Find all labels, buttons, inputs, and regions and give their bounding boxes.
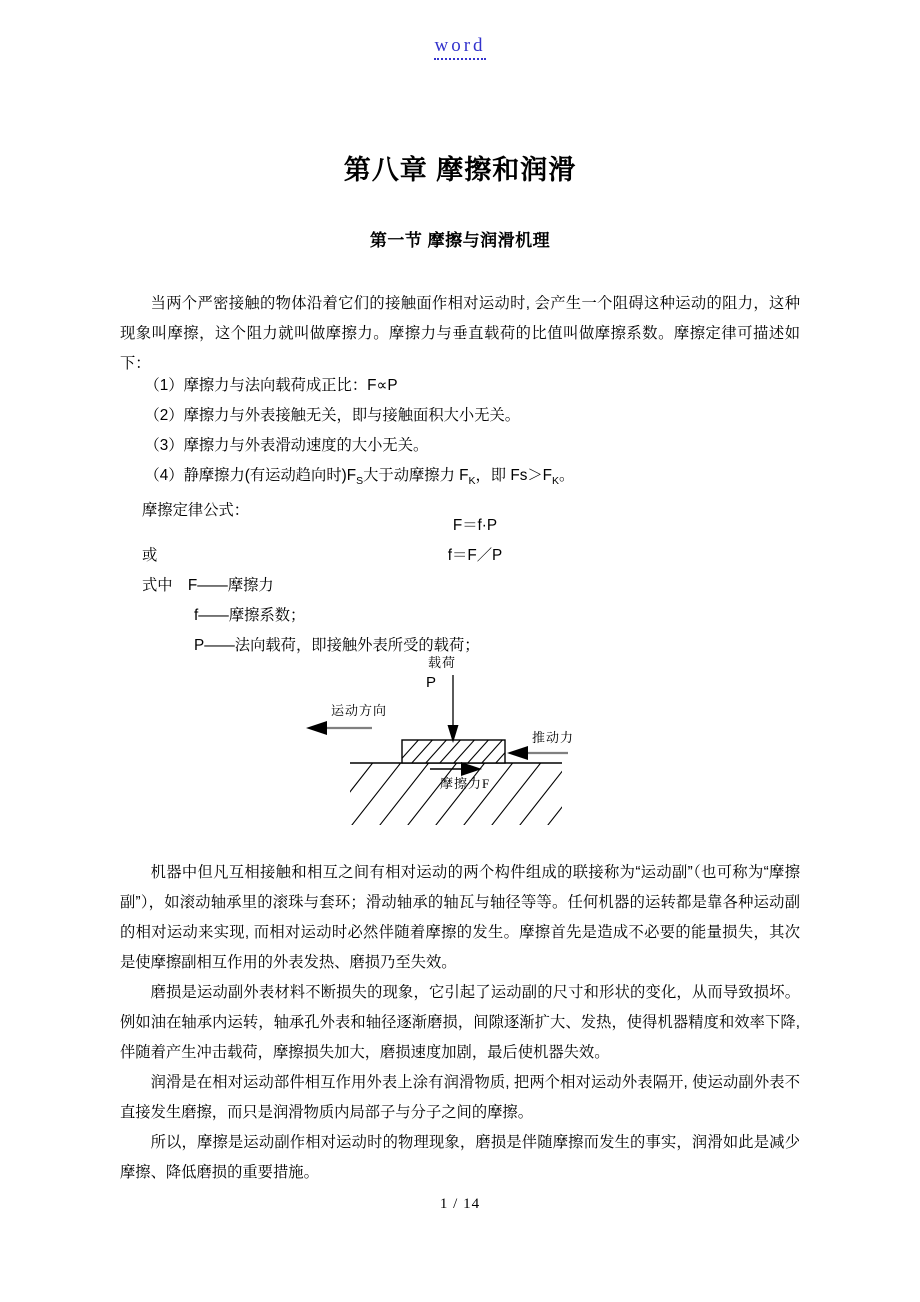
formula-heading: 摩擦定律公式： bbox=[142, 502, 250, 520]
section-title: 第一节 摩擦与润滑机理 bbox=[369, 231, 551, 250]
motion-direction-arrow bbox=[306, 721, 372, 735]
formula-row-2 bbox=[120, 541, 800, 571]
intro-paragraph: 当两个严密接触的物体沿着它们的接触面作相对运动时, 会产生一个阻碍这种运动的阻力，这种现象叫摩擦，这个阻力就叫做摩擦力。摩擦力与垂直载荷的比值叫做摩擦系数。摩擦定律可描述如下： bbox=[120, 295, 800, 372]
chapter-title: 第八章 摩擦和润滑 bbox=[343, 155, 577, 185]
figure-label-motion-direction: 运动方向 bbox=[331, 703, 388, 718]
paragraph-lubrication: 润滑是在相对运动部件相互作用外表上涂有润滑物质, 把两个相对运动外表隔开, 使运动副外表不直接发生磨擦，而只是润滑物质内局部子与分子之间的摩擦。 bbox=[120, 1074, 800, 1121]
friction-diagram bbox=[300, 655, 630, 830]
law-item-4-prefix: （4）静摩擦力(有运动趋向时)F bbox=[144, 467, 357, 484]
page-footer: 1 / 14 bbox=[439, 1196, 481, 1212]
where-line-f: f——摩擦系数； bbox=[194, 607, 306, 624]
sliding-block bbox=[402, 740, 505, 763]
paragraph-kinematic-pair: 机器中但凡互相接触和相互之间有相对运动的两个构件组成的联接称为“运动副”（也可称为“摩擦副”），如滚动轴承里的滚珠与套环；滑动轴承的轴瓦与轴径等等。任何机器的运转都是靠各种运动副的相对运动来实现, 而相对运动时必然伴随着摩擦的发生。摩擦首先是造成不必要的能量损失，其次是使摩擦副相互作用的外表发热、磨损乃至失效。 bbox=[120, 864, 800, 971]
formula-2-lead: 或 bbox=[142, 547, 158, 564]
law-item-4 bbox=[120, 461, 800, 496]
formula-1-expression: F＝f·P bbox=[452, 517, 498, 534]
paragraph-conclusion: 所以，摩擦是运动副作相对运动时的物理现象，磨损是伴随摩擦而发生的事实，润滑如此是减少摩擦、降低磨损的重要措施。 bbox=[120, 1134, 800, 1181]
figure-label-load-symbol: P bbox=[426, 674, 437, 691]
law-item-4-subscript-k1: K bbox=[468, 475, 476, 488]
law-item-4-subscript-k2: K bbox=[551, 475, 559, 488]
friction-laws-list bbox=[120, 371, 800, 526]
load-arrow bbox=[448, 675, 459, 743]
header-watermark-text: word bbox=[434, 36, 485, 60]
where-line-P: P——法向载荷，即接触外表所受的载荷； bbox=[194, 637, 480, 654]
formula-row-1 bbox=[120, 511, 800, 541]
where-line-F: 式中 F——摩擦力 bbox=[142, 577, 274, 594]
law-item-3: （3）摩擦力与外表滑动速度的大小无关。 bbox=[144, 437, 429, 454]
law-item-4-subscript-s: S bbox=[356, 475, 364, 488]
law-item-2: （2）摩擦力与外表接触无关，即与接触面积大小无关。 bbox=[144, 407, 521, 424]
page-header bbox=[0, 36, 920, 60]
paragraph-wear: 磨损是运动副外表材料不断损失的现象，它引起了运动副的尺寸和形状的变化，从而导致损坏。例如油在轴承内运转，轴承孔外表和轴径逐渐磨损，间隙逐渐扩大、发热，使得机器精度和效率下降, 伴随着产生冲击载荷，摩擦损失加大，磨损速度加剧，最后使机器失效。 bbox=[120, 984, 800, 1061]
law-item-4-suffix: 。 bbox=[559, 467, 575, 484]
figure-label-friction-force: 摩擦力F bbox=[440, 776, 491, 791]
friction-diagram-svg bbox=[300, 655, 630, 830]
law-item-4-mid2: ，即 Fs＞F bbox=[475, 467, 552, 484]
law-item-1: （1）摩擦力与法向载荷成正比：F∝P bbox=[144, 377, 398, 394]
formula-2-expression: f＝F／P bbox=[447, 547, 503, 564]
push-force-arrow bbox=[507, 746, 568, 760]
figure-label-push-force: 推动力 bbox=[532, 730, 575, 745]
figure-label-load: 载荷 bbox=[428, 655, 457, 670]
law-item-4-mid: 大于动摩擦力 F bbox=[363, 467, 469, 484]
